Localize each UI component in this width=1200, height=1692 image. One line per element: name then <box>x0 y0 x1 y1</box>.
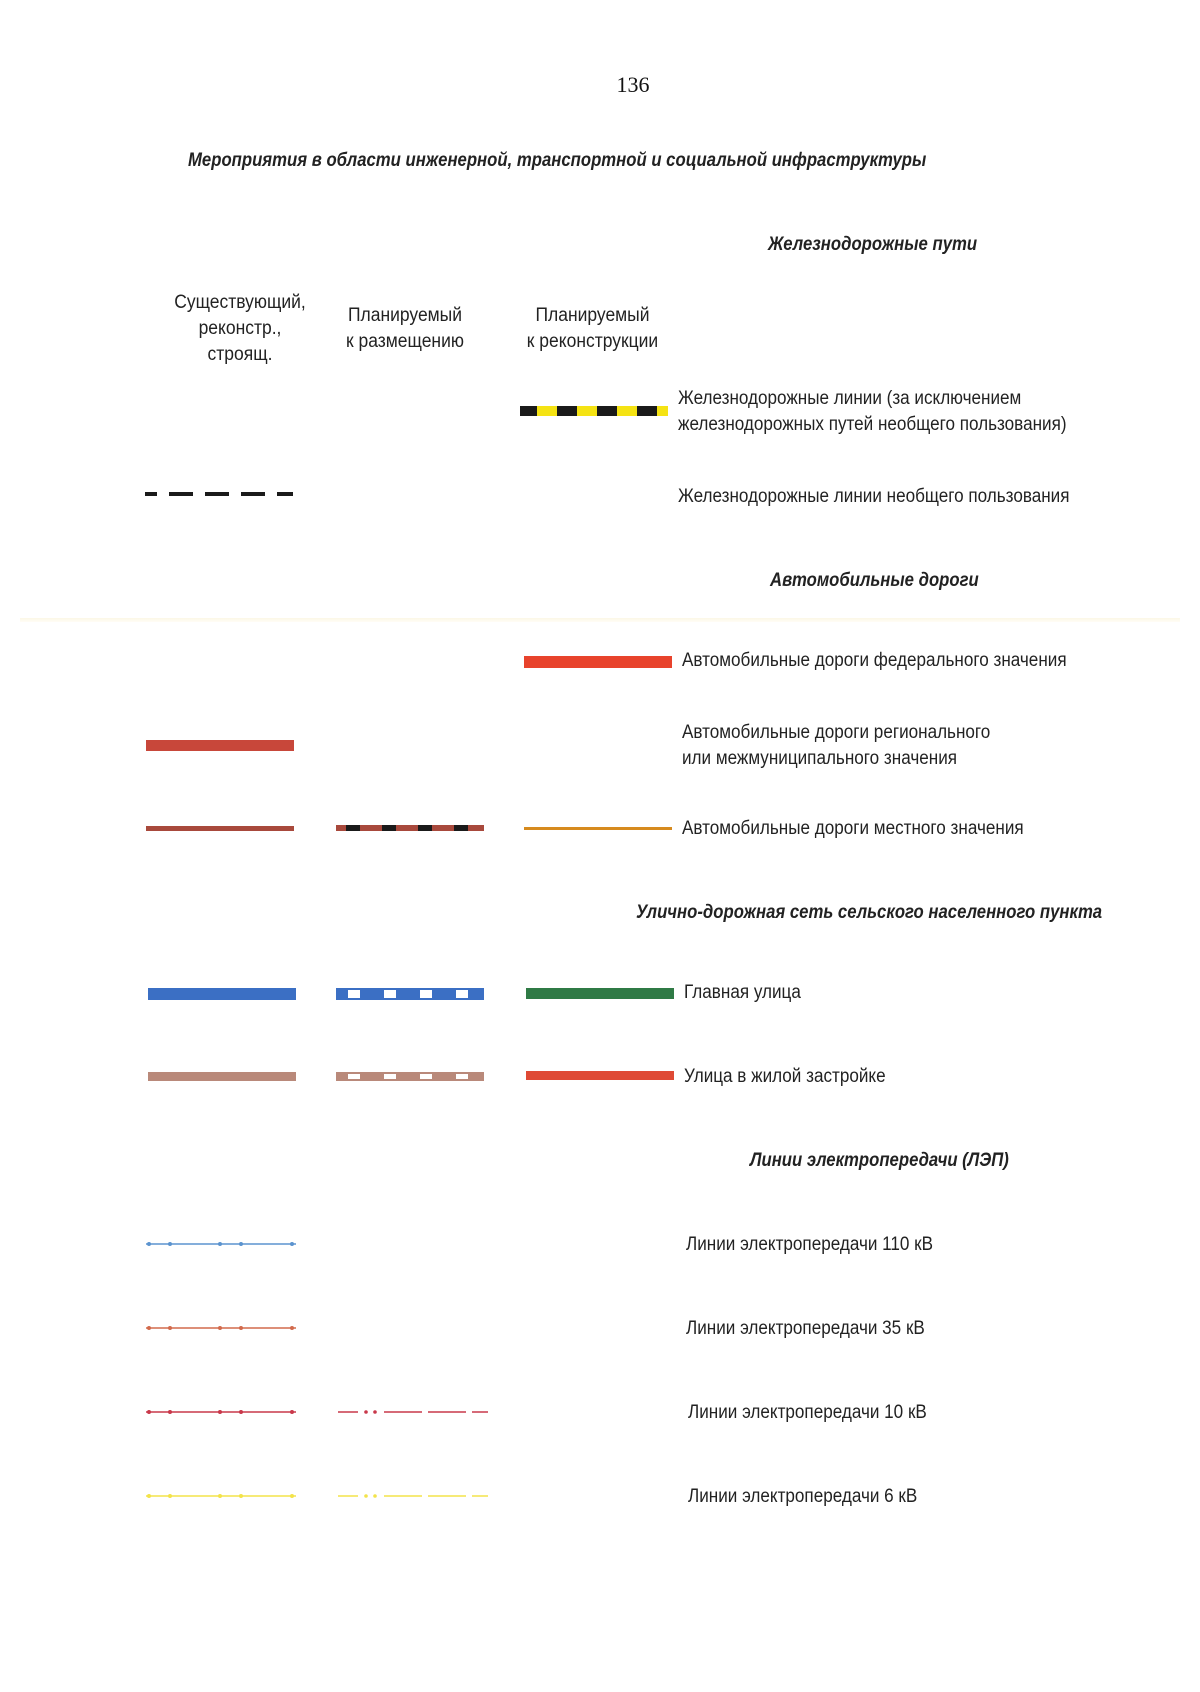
legend-rail-nonpublic: Железнодорожные линии необщего пользования <box>678 486 1070 507</box>
residential-street-swatch-planned-placement <box>336 1072 486 1081</box>
legend-main-street: Главная улица <box>684 982 801 1003</box>
local-road-swatch-existing <box>146 826 294 831</box>
legend-residential-street: Улица в жилой застройке <box>684 1066 886 1087</box>
legend-power-10: Линии электропередачи 10 кВ <box>688 1402 927 1423</box>
legend-power-35: Линии электропередачи 35 кВ <box>686 1318 925 1339</box>
power-10-swatch-planned-placement <box>338 1408 490 1416</box>
legend-power-110: Линии электропередачи 110 кВ <box>686 1234 934 1255</box>
regional-road-swatch-existing <box>146 740 294 751</box>
legend-power-6: Линии электропередачи 6 кВ <box>688 1486 918 1507</box>
main-street-swatch-existing <box>148 988 296 1000</box>
page-number: 136 <box>616 72 650 97</box>
local-road-swatch-planned-placement <box>336 825 486 832</box>
residential-street-swatch-reconstruction <box>526 1071 674 1080</box>
main-street-swatch-reconstruction <box>526 988 674 999</box>
rail-line-swatch-reconstruction <box>520 406 670 416</box>
section-title-roads: Автомобильные дороги <box>770 570 979 591</box>
main-street-swatch-planned-placement <box>336 988 486 1000</box>
legend-rail-general: Железнодорожные линии (за исключением железнодорожных путей необщего пользования) <box>678 388 1067 435</box>
rail-nonpublic-swatch-existing <box>145 492 295 498</box>
power-6-swatch-existing <box>146 1492 298 1500</box>
column-header-planned-reconstruction: Планируемый к реконструкции <box>526 305 659 352</box>
section-title-railways: Железнодорожные пути <box>768 234 978 255</box>
federal-road-swatch-reconstruction <box>524 656 672 668</box>
section-title-streets: Улично-дорожная сеть сельского населенного пункта <box>636 902 1103 923</box>
power-110-swatch-existing <box>146 1240 298 1248</box>
local-road-swatch-reconstruction <box>524 827 672 830</box>
power-35-swatch-existing <box>146 1324 298 1332</box>
legend-local-road: Автомобильные дороги местного значения <box>682 818 1024 839</box>
section-title-power: Линии электропередачи (ЛЭП) <box>750 1150 1009 1171</box>
column-header-existing: Существующий, реконстр., строящ. <box>174 292 306 365</box>
residential-street-swatch-existing <box>148 1072 296 1081</box>
page-title: Мероприятия в области инженерной, транспортной и социальной инфраструктуры <box>188 150 927 171</box>
legend-federal-road: Автомобильные дороги федерального значения <box>682 650 1067 671</box>
power-6-swatch-planned-placement <box>338 1492 490 1500</box>
scan-band <box>20 618 1180 622</box>
power-10-swatch-existing <box>146 1408 298 1416</box>
legend-regional-road: Автомобильные дороги регионального или межмуниципального значения <box>682 722 991 769</box>
column-header-planned-placement: Планируемый к размещению <box>346 305 464 352</box>
